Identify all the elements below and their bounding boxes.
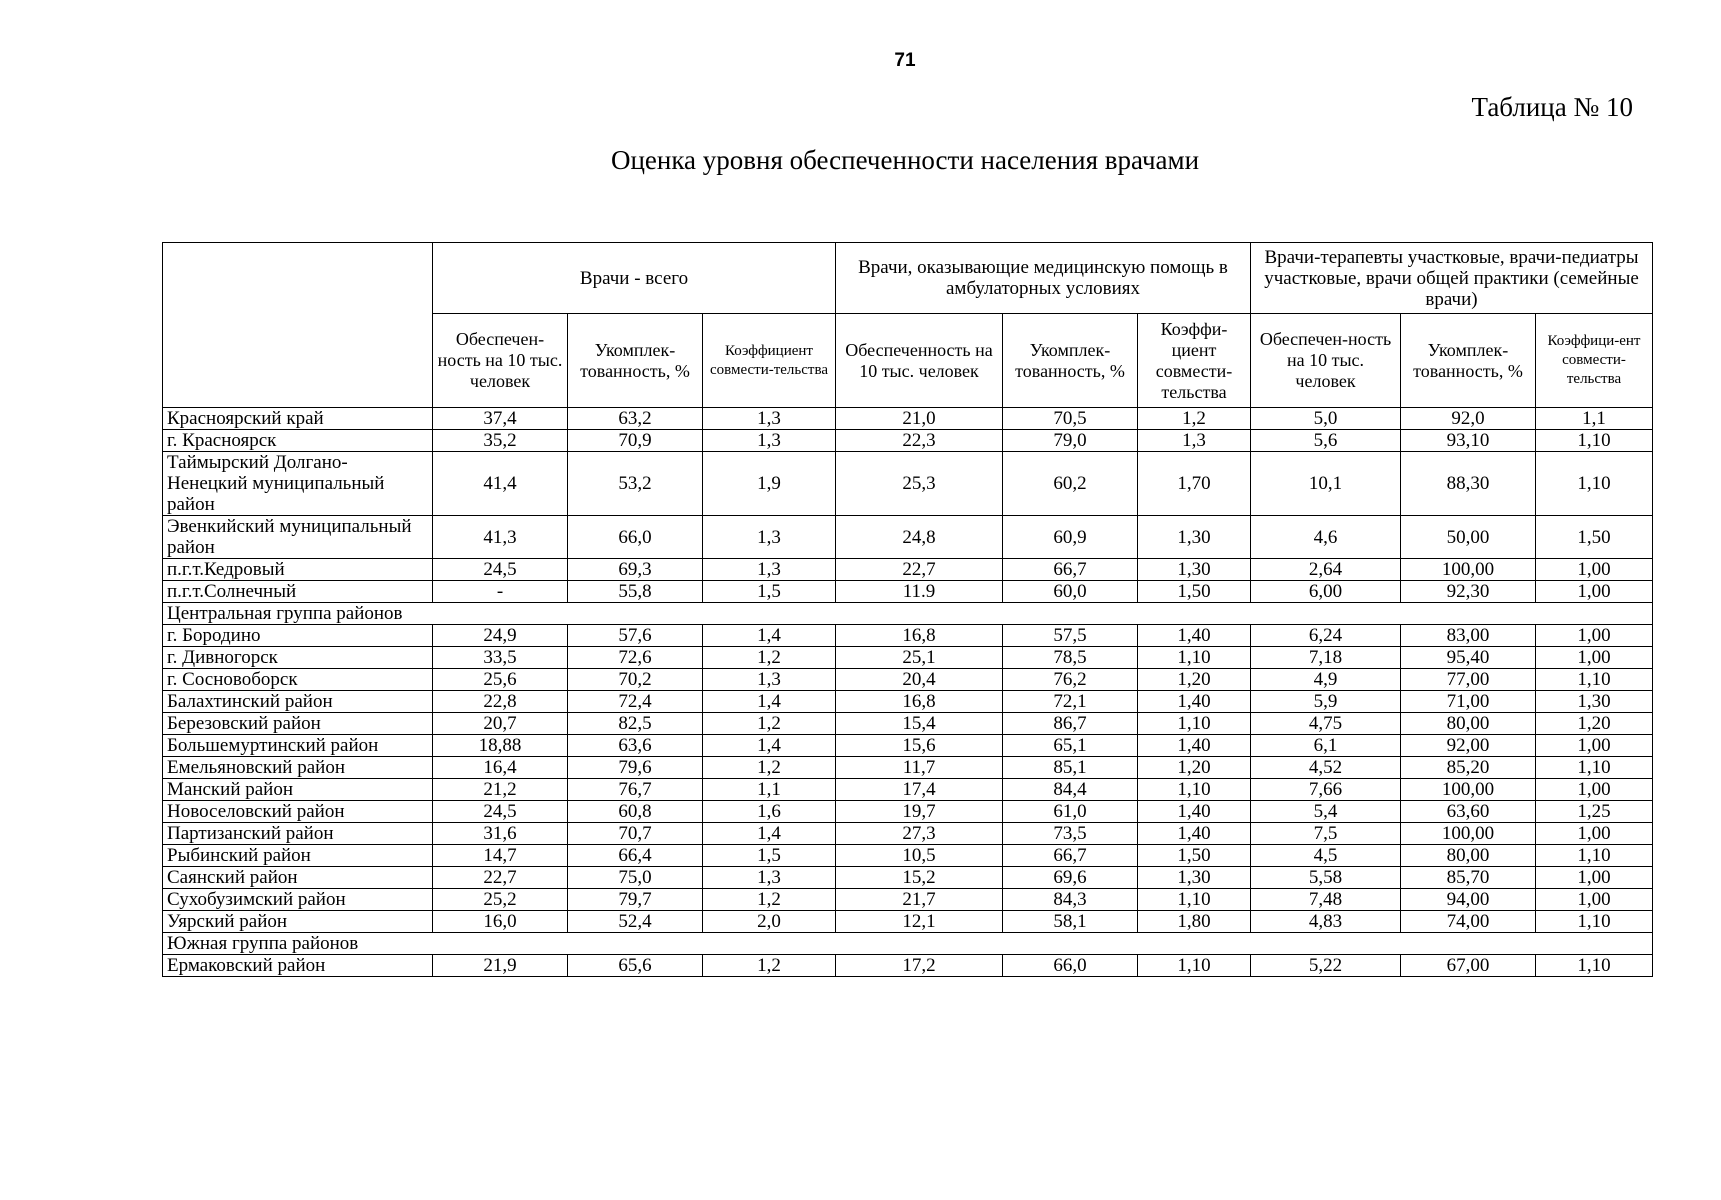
table-cell: 1,4 xyxy=(703,691,836,713)
table-cell: 1,30 xyxy=(1138,559,1251,581)
table-cell: 31,6 xyxy=(433,823,568,845)
table-cell: 1,00 xyxy=(1536,647,1653,669)
table-cell: 70,2 xyxy=(568,669,703,691)
table-cell: 35,2 xyxy=(433,430,568,452)
table-cell: 16,8 xyxy=(836,625,1003,647)
table-cell: 67,00 xyxy=(1401,955,1536,977)
table-cell: 4,9 xyxy=(1251,669,1401,691)
table-cell: 6,24 xyxy=(1251,625,1401,647)
table-cell: 80,00 xyxy=(1401,713,1536,735)
table-cell: 1,10 xyxy=(1138,955,1251,977)
table-cell: 79,6 xyxy=(568,757,703,779)
table-cell: 17,4 xyxy=(836,779,1003,801)
table-cell: 1,9 xyxy=(703,452,836,516)
table-cell: 1,70 xyxy=(1138,452,1251,516)
table-cell: 92,00 xyxy=(1401,735,1536,757)
table-cell: 1,2 xyxy=(703,647,836,669)
table-cell: 22,7 xyxy=(836,559,1003,581)
group-header-district-doctors: Врачи-терапевты участковые, врачи-педиатры участковые, врачи общей практики (семейные врачи) xyxy=(1251,243,1653,314)
table-cell: 1,30 xyxy=(1536,691,1653,713)
doctors-table xyxy=(162,242,1653,977)
table-cell: 25,3 xyxy=(836,452,1003,516)
table-cell: 100,00 xyxy=(1401,559,1536,581)
table-cell: 1,50 xyxy=(1536,516,1653,559)
row-name: Уярский район xyxy=(163,911,433,933)
table-cell: 1,4 xyxy=(703,625,836,647)
table-cell: 1,40 xyxy=(1138,801,1251,823)
table-cell: 72,4 xyxy=(568,691,703,713)
row-name: Березовский район xyxy=(163,713,433,735)
column-header: Обеспечен-ность на 10 тыс. человек xyxy=(433,314,568,408)
table-cell: 1,20 xyxy=(1138,757,1251,779)
table-cell: 72,1 xyxy=(1003,691,1138,713)
table-cell: 78,5 xyxy=(1003,647,1138,669)
table-cell: 17,2 xyxy=(836,955,1003,977)
table-cell: 76,2 xyxy=(1003,669,1138,691)
table-cell: 84,3 xyxy=(1003,889,1138,911)
table-cell: 1,20 xyxy=(1536,713,1653,735)
row-name: Балахтинский район xyxy=(163,691,433,713)
table-cell: 5,9 xyxy=(1251,691,1401,713)
table-cell: 25,1 xyxy=(836,647,1003,669)
table-cell: 74,00 xyxy=(1401,911,1536,933)
table-cell: 1,6 xyxy=(703,801,836,823)
table-cell: 1,2 xyxy=(703,955,836,977)
table-cell: 6,1 xyxy=(1251,735,1401,757)
table-cell: 75,0 xyxy=(568,867,703,889)
table-row xyxy=(163,823,1653,845)
table-cell: 5,0 xyxy=(1251,408,1401,430)
table-cell: 60,0 xyxy=(1003,581,1138,603)
table-cell: 4,83 xyxy=(1251,911,1401,933)
table-row xyxy=(163,779,1653,801)
column-header: Коэффициент совмести-тельства xyxy=(703,314,836,408)
table-cell: 7,18 xyxy=(1251,647,1401,669)
table-cell: 65,1 xyxy=(1003,735,1138,757)
table-cell: 1,10 xyxy=(1536,955,1653,977)
row-name: Емельяновский район xyxy=(163,757,433,779)
row-name: Саянский район xyxy=(163,867,433,889)
table-cell: 16,0 xyxy=(433,911,568,933)
table-cell: 1,10 xyxy=(1536,845,1653,867)
table-cell: 7,66 xyxy=(1251,779,1401,801)
table-row xyxy=(163,735,1653,757)
table-cell: 4,6 xyxy=(1251,516,1401,559)
table-row xyxy=(163,757,1653,779)
table-body-south xyxy=(163,955,1653,977)
table-row xyxy=(163,691,1653,713)
table-cell: 1,3 xyxy=(703,867,836,889)
section-header-south: Южная группа районов xyxy=(163,933,1653,955)
row-name: Новоселовский район xyxy=(163,801,433,823)
table-cell: 22,7 xyxy=(433,867,568,889)
document-title: Оценка уровня обеспеченности населения врачами xyxy=(610,145,1200,175)
table-row xyxy=(163,889,1653,911)
table-cell: - xyxy=(433,581,568,603)
table-section-south xyxy=(163,933,1653,955)
table-cell: 72,6 xyxy=(568,647,703,669)
table-cell: 55,8 xyxy=(568,581,703,603)
table-row xyxy=(163,845,1653,867)
table-cell: 1,00 xyxy=(1536,889,1653,911)
table-cell: 5,4 xyxy=(1251,801,1401,823)
table-cell: 1,00 xyxy=(1536,823,1653,845)
table-cell: 69,6 xyxy=(1003,867,1138,889)
table-cell: 24,8 xyxy=(836,516,1003,559)
table-cell: 58,1 xyxy=(1003,911,1138,933)
table-cell: 63,6 xyxy=(568,735,703,757)
table-cell: 80,00 xyxy=(1401,845,1536,867)
table-cell: 66,4 xyxy=(568,845,703,867)
row-name: Красноярский край xyxy=(163,408,433,430)
table-cell: 60,8 xyxy=(568,801,703,823)
table-cell: 24,5 xyxy=(433,801,568,823)
table-cell: 24,5 xyxy=(433,559,568,581)
table-cell: 1,40 xyxy=(1138,823,1251,845)
table-cell: 100,00 xyxy=(1401,779,1536,801)
table-cell: 1,10 xyxy=(1138,713,1251,735)
table-cell: 1,3 xyxy=(703,559,836,581)
table-cell: 6,00 xyxy=(1251,581,1401,603)
table-cell: 77,00 xyxy=(1401,669,1536,691)
table-cell: 70,7 xyxy=(568,823,703,845)
table-cell: 85,70 xyxy=(1401,867,1536,889)
row-name: п.г.т.Кедровый xyxy=(163,559,433,581)
table-row xyxy=(163,452,1653,516)
table-cell: 1,3 xyxy=(703,408,836,430)
table-cell: 66,7 xyxy=(1003,845,1138,867)
table-cell: 1,4 xyxy=(703,823,836,845)
table-row xyxy=(163,911,1653,933)
table-cell: 2,64 xyxy=(1251,559,1401,581)
table-row xyxy=(163,955,1653,977)
table-row xyxy=(163,408,1653,430)
table-cell: 25,2 xyxy=(433,889,568,911)
page-number: 71 xyxy=(894,50,916,71)
table-cell: 19,7 xyxy=(836,801,1003,823)
table-cell: 92,0 xyxy=(1401,408,1536,430)
table-cell: 1,10 xyxy=(1138,647,1251,669)
table-cell: 66,0 xyxy=(1003,955,1138,977)
table-cell: 1,40 xyxy=(1138,691,1251,713)
column-header: Обеспеченность на 10 тыс. человек xyxy=(836,314,1003,408)
table-label: Таблица № 10 xyxy=(1471,92,1633,122)
table-cell: 1,3 xyxy=(703,669,836,691)
table-cell: 66,7 xyxy=(1003,559,1138,581)
table-cell: 11,7 xyxy=(836,757,1003,779)
table-cell: 69,3 xyxy=(568,559,703,581)
corner-cell xyxy=(163,243,433,408)
table-cell: 86,7 xyxy=(1003,713,1138,735)
table-cell: 88,30 xyxy=(1401,452,1536,516)
row-name: п.г.т.Солнечный xyxy=(163,581,433,603)
table-cell: 16,4 xyxy=(433,757,568,779)
table-cell: 76,7 xyxy=(568,779,703,801)
row-name: Эвенкийский муниципальный район xyxy=(163,516,433,559)
table-cell: 1,3 xyxy=(703,516,836,559)
table-cell: 1,50 xyxy=(1138,581,1251,603)
table-cell: 1,4 xyxy=(703,735,836,757)
table-cell: 94,00 xyxy=(1401,889,1536,911)
table-cell: 1,40 xyxy=(1138,735,1251,757)
table-cell: 41,3 xyxy=(433,516,568,559)
table-cell: 18,88 xyxy=(433,735,568,757)
table-cell: 1,50 xyxy=(1138,845,1251,867)
table-cell: 52,4 xyxy=(568,911,703,933)
column-header: Укомплек-тованность, % xyxy=(568,314,703,408)
row-name: г. Красноярск xyxy=(163,430,433,452)
table-cell: 1,3 xyxy=(1138,430,1251,452)
table-row xyxy=(163,801,1653,823)
row-name: г. Сосновоборск xyxy=(163,669,433,691)
table-cell: 5,58 xyxy=(1251,867,1401,889)
table-cell: 14,7 xyxy=(433,845,568,867)
table-cell: 63,60 xyxy=(1401,801,1536,823)
table-cell: 79,0 xyxy=(1003,430,1138,452)
row-name: Большемуртинский район xyxy=(163,735,433,757)
table-cell: 1,00 xyxy=(1536,625,1653,647)
table-cell: 12,1 xyxy=(836,911,1003,933)
table-cell: 1,1 xyxy=(1536,408,1653,430)
table-cell: 41,4 xyxy=(433,452,568,516)
table-cell: 5,22 xyxy=(1251,955,1401,977)
table-cell: 57,5 xyxy=(1003,625,1138,647)
table-cell: 1,00 xyxy=(1536,581,1653,603)
row-name: Ермаковский район xyxy=(163,955,433,977)
row-name: г. Бородино xyxy=(163,625,433,647)
table-cell: 16,8 xyxy=(836,691,1003,713)
table-cell: 21,2 xyxy=(433,779,568,801)
table-cell: 21,9 xyxy=(433,955,568,977)
table-cell: 85,20 xyxy=(1401,757,1536,779)
group-header-outpatient-doctors: Врачи, оказывающие медицинскую помощь в амбулаторных условиях xyxy=(836,243,1251,314)
table-cell: 61,0 xyxy=(1003,801,1138,823)
table-cell: 73,5 xyxy=(1003,823,1138,845)
table-cell: 1,00 xyxy=(1536,735,1653,757)
table-cell: 50,00 xyxy=(1401,516,1536,559)
column-header: Укомплек-тованность, % xyxy=(1003,314,1138,408)
table-cell: 15,6 xyxy=(836,735,1003,757)
table-cell: 1,1 xyxy=(703,779,836,801)
table-cell: 82,5 xyxy=(568,713,703,735)
column-header: Коэффи-циент совмести-тельства xyxy=(1138,314,1251,408)
row-name: г. Дивногорск xyxy=(163,647,433,669)
row-name: Рыбинский район xyxy=(163,845,433,867)
table-cell: 4,5 xyxy=(1251,845,1401,867)
table-cell: 7,5 xyxy=(1251,823,1401,845)
table-cell: 20,7 xyxy=(433,713,568,735)
table-cell: 1,00 xyxy=(1536,779,1653,801)
table-row xyxy=(163,625,1653,647)
table-cell: 1,20 xyxy=(1138,669,1251,691)
section-header-central: Центральная группа районов xyxy=(163,603,1653,625)
table-cell: 1,2 xyxy=(703,713,836,735)
table-cell: 1,40 xyxy=(1138,625,1251,647)
table-row xyxy=(163,430,1653,452)
table-cell: 66,0 xyxy=(568,516,703,559)
table-cell: 1,80 xyxy=(1138,911,1251,933)
table-cell: 24,9 xyxy=(433,625,568,647)
table-cell: 25,6 xyxy=(433,669,568,691)
table-cell: 22,8 xyxy=(433,691,568,713)
table-cell: 1,10 xyxy=(1536,669,1653,691)
table-cell: 15,4 xyxy=(836,713,1003,735)
table-row xyxy=(163,559,1653,581)
table-cell: 7,48 xyxy=(1251,889,1401,911)
table-cell: 1,2 xyxy=(1138,408,1251,430)
table-section-central xyxy=(163,603,1653,625)
table-cell: 1,10 xyxy=(1536,430,1653,452)
table-cell: 70,5 xyxy=(1003,408,1138,430)
table-cell: 1,2 xyxy=(703,757,836,779)
table-cell: 1,5 xyxy=(703,845,836,867)
table-cell: 84,4 xyxy=(1003,779,1138,801)
table-cell: 21,0 xyxy=(836,408,1003,430)
table-cell: 4,75 xyxy=(1251,713,1401,735)
table-cell: 1,30 xyxy=(1138,867,1251,889)
row-name: Сухобузимский район xyxy=(163,889,433,911)
table-cell: 70,9 xyxy=(568,430,703,452)
table-row xyxy=(163,647,1653,669)
table-cell: 71,00 xyxy=(1401,691,1536,713)
table-cell: 1,5 xyxy=(703,581,836,603)
table-cell: 63,2 xyxy=(568,408,703,430)
table-cell: 100,00 xyxy=(1401,823,1536,845)
table-cell: 2,0 xyxy=(703,911,836,933)
table-cell: 1,10 xyxy=(1536,757,1653,779)
table-cell: 53,2 xyxy=(568,452,703,516)
table-cell: 5,6 xyxy=(1251,430,1401,452)
table-cell: 1,10 xyxy=(1138,779,1251,801)
table-cell: 4,52 xyxy=(1251,757,1401,779)
table-row xyxy=(163,669,1653,691)
column-header: Коэффици-ент совмести-тельства xyxy=(1536,314,1653,408)
table-cell: 22,3 xyxy=(836,430,1003,452)
table-cell: 10,5 xyxy=(836,845,1003,867)
table-cell: 95,40 xyxy=(1401,647,1536,669)
table-cell: 92,30 xyxy=(1401,581,1536,603)
table-cell: 1,10 xyxy=(1138,889,1251,911)
table-row xyxy=(163,516,1653,559)
table-cell: 1,2 xyxy=(703,889,836,911)
table-cell: 60,2 xyxy=(1003,452,1138,516)
table-cell: 27,3 xyxy=(836,823,1003,845)
table-cell: 65,6 xyxy=(568,955,703,977)
table-cell: 93,10 xyxy=(1401,430,1536,452)
column-header: Обеспечен-ность на 10 тыс. человек xyxy=(1251,314,1401,408)
table-cell: 20,4 xyxy=(836,669,1003,691)
table-cell: 15,2 xyxy=(836,867,1003,889)
table-cell: 1,3 xyxy=(703,430,836,452)
table-cell: 1,25 xyxy=(1536,801,1653,823)
table-cell: 79,7 xyxy=(568,889,703,911)
table-body-main xyxy=(163,408,1653,603)
table-row xyxy=(163,867,1653,889)
table-body-central xyxy=(163,625,1653,933)
table-cell: 1,30 xyxy=(1138,516,1251,559)
table-cell: 57,6 xyxy=(568,625,703,647)
table-cell: 1,10 xyxy=(1536,452,1653,516)
table-cell: 37,4 xyxy=(433,408,568,430)
table-cell: 1,00 xyxy=(1536,559,1653,581)
table-cell: 60,9 xyxy=(1003,516,1138,559)
row-name: Манский район xyxy=(163,779,433,801)
table-cell: 21,7 xyxy=(836,889,1003,911)
table-cell: 33,5 xyxy=(433,647,568,669)
table-cell: 85,1 xyxy=(1003,757,1138,779)
table-cell: 11.9 xyxy=(836,581,1003,603)
table-cell: 1,10 xyxy=(1536,911,1653,933)
table-row xyxy=(163,713,1653,735)
group-header-all-doctors: Врачи - всего xyxy=(433,243,836,314)
table-cell: 1,00 xyxy=(1536,867,1653,889)
table-cell: 83,00 xyxy=(1401,625,1536,647)
table-row xyxy=(163,581,1653,603)
table-cell: 10,1 xyxy=(1251,452,1401,516)
row-name: Партизанский район xyxy=(163,823,433,845)
column-header: Укомплек-тованность, % xyxy=(1401,314,1536,408)
row-name: Таймырский Долгано-Ненецкий муниципальный район xyxy=(163,452,433,516)
